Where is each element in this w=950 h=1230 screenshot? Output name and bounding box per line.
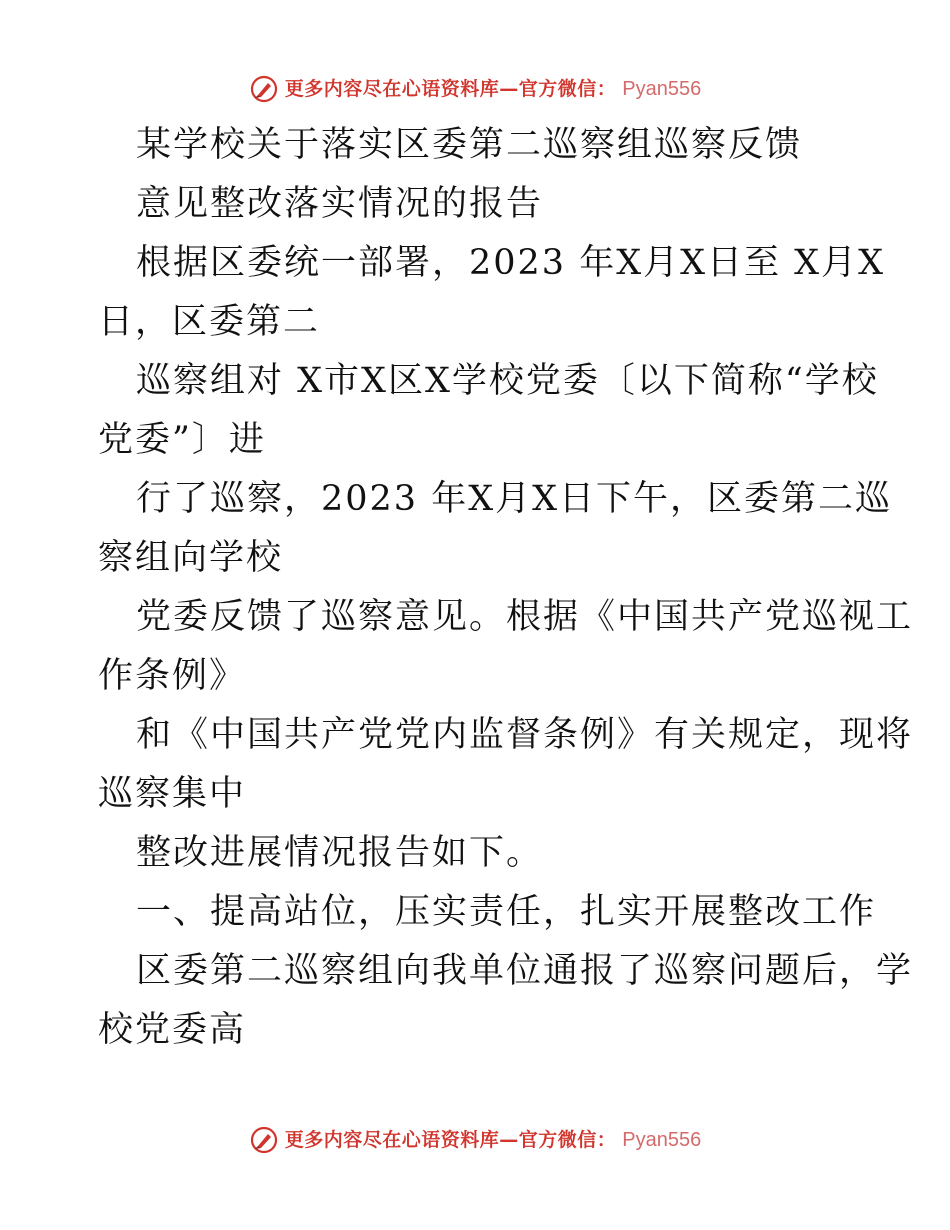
text-line: 意见整改落实情况的报告 [136,184,544,224]
text-line: 某学校关于落实区委第二巡察组巡察反馈 [136,125,803,165]
text-line: 整改进展情况报告如下。 [136,833,544,873]
text-line: 日，区委第二 [98,302,321,342]
text-line: 作条例》 [98,656,247,696]
text-line: 一、提高站位，压实责任，扎实开展整改工作 [136,892,877,932]
text-line: 党委反馈了巡察意见。根据《中国共产党巡视工 [136,597,914,637]
watermark-wechat-id: Pyan556 [622,78,702,100]
footer-watermark [0,1125,950,1155]
watermark-wechat-id: Pyan556 [622,1129,702,1151]
watermark-text: 更多内容尽在心语资料库—官方微信： [284,78,617,100]
text-line: 和《中国共产党党内监督条例》有关规定，现将 [136,715,914,755]
pen-logo-icon [249,1125,279,1155]
document-body [98,116,914,1060]
text-line: 党委”〕进 [98,420,266,460]
text-line: 行了巡察，2023 年X月X日下午，区委第二巡 [136,479,893,519]
pen-logo-icon [249,74,279,104]
text-line: 校党委高 [98,1010,247,1050]
text-line: 察组向学校 [98,538,284,578]
text-line: 巡察集中 [98,774,247,814]
text-line: 区委第二巡察组向我单位通报了巡察问题后，学 [136,951,914,991]
header-watermark [0,74,950,104]
watermark-text: 更多内容尽在心语资料库—官方微信： [284,1129,617,1151]
text-line: 根据区委统一部署，2023 年X月X日至 X月X [136,243,885,283]
text-line: 巡察组对 X市X区X学校党委〔以下简称“学校 [136,361,879,401]
